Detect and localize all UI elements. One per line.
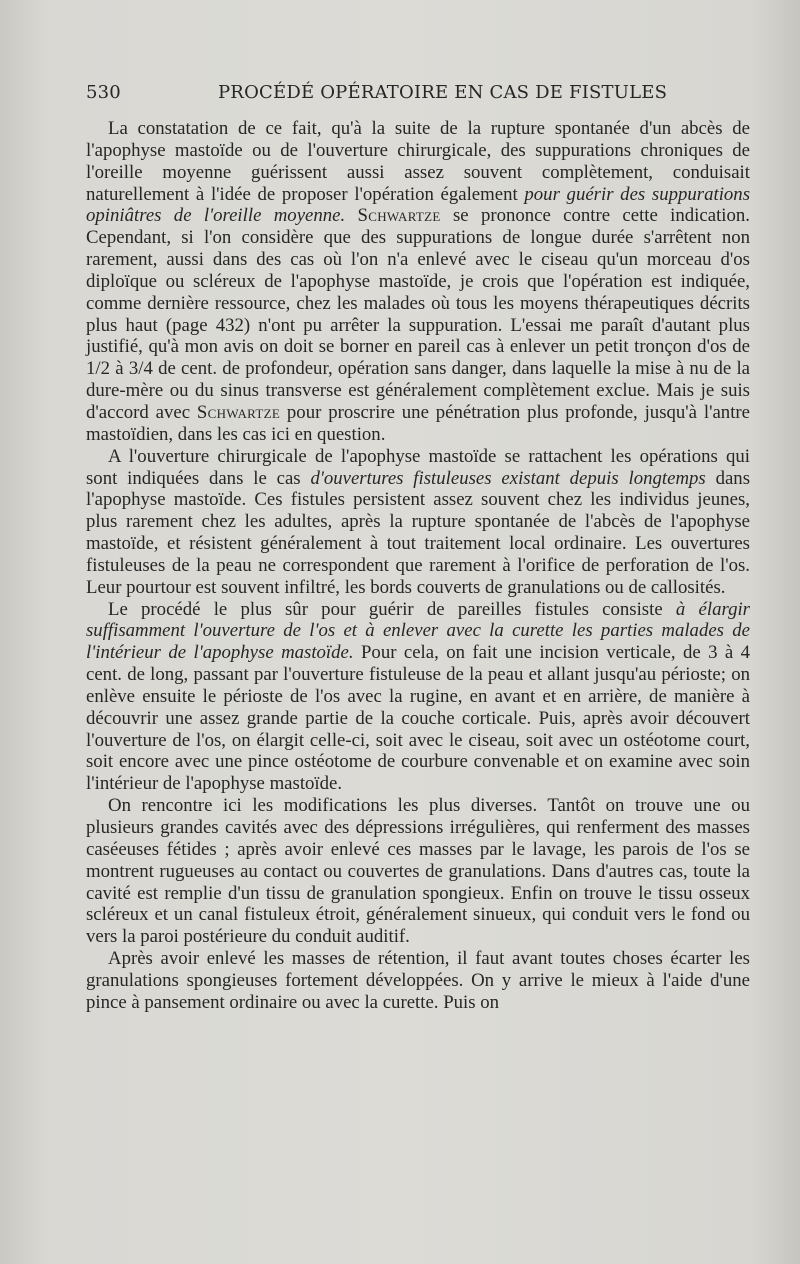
italic-run: d'ouvertures fistuleuses existant depuis longtemps bbox=[310, 467, 706, 489]
text-run bbox=[345, 205, 357, 226]
author-name: Schwartze bbox=[196, 401, 281, 423]
page-header bbox=[86, 82, 736, 106]
text-run: Le procédé le plus sûr pour guérir de pareilles fistules consiste bbox=[108, 598, 676, 620]
body-text bbox=[86, 118, 750, 1014]
paragraph bbox=[86, 795, 750, 948]
paragraph bbox=[86, 948, 750, 1014]
text-run: Après avoir enlevé les masses de rétention, il faut avant toutes choses écarter les granulations spongieuses fortement développées. On y arrive le mieux à l'aide d'une pince à pansement ordinaire ou avec la curette. Puis on bbox=[86, 948, 750, 1013]
paragraph bbox=[86, 118, 750, 446]
text-run: A l'ouverture chirurgicale de l'apophyse mastoïde se rattachent les opérations qui sont indiquées dans le cas bbox=[86, 445, 750, 489]
text-run: dans l'apophyse mastoïde. Ces fistules persistent assez souvent chez les individus jeunes, plus rarement chez les adultes, après la rupture spontanée de l'abcès de l'apophyse mastoïde, et résistent généralement à tout traitement local ordinaire. Les ouvertures fistuleuses de la peau ne correspondent que rarement à l'orifice de perforation de l'os. Leur pourtour est souvent infiltré, les bords couverts de granulations ou de callosités. bbox=[86, 467, 750, 598]
paragraph bbox=[86, 599, 750, 796]
text-run: On rencontre ici les modifications les plus diverses. Tantôt on trouve une ou plusieurs grandes cavités avec des dépressions irrégulières, qui renferment des masses caséeuses fétides ; après avoir enlevé ces masses par le lavage, les parois de l'os se montrent rugueuses au contact ou couvertes de granulations. Dans d'autres cas, toute la cavité est remplie d'un tissu de granulation spongieux. Enfin on trouve le tissu osseux scléreux et un canal fistuleux étroit, généralement sinueux, qui conduit vers le fond ou vers la paroi postérieure du conduit auditif. bbox=[86, 795, 750, 948]
text-run: pour proscrire une pénétration plus profonde, jusqu'à l'antre mastoïdien, dans les cas ici en question. bbox=[86, 401, 750, 445]
author-name: Schwartze bbox=[357, 205, 441, 227]
paragraph bbox=[86, 446, 750, 599]
text-run: La constatation de ce fait, qu'à la suite de la rupture spontanée d'un abcès de l'apophyse mastoïde ou de l'ouverture chirurgicale, des suppurations chroniques de l'oreille moyenne guérissent aussi assez souvent complètement, conduisait naturellement à l'idée de proposer l'opération également bbox=[86, 118, 750, 205]
text-run: se prononce contre cette indication. Cependant, si l'on considère que des suppurations de longue durée s'arrêtent non rarement, aussi dans des cas où l'on n'a enlevé avec le ciseau qu'un morceau d'os diploïque ou scléreux de l'apophyse mastoïde, je crois que l'opération est indiquée, comme dernière ressource, chez les malades où tous les moyens thérapeutiques décrits plus haut (page 432) n'ont pu arrêter la suppuration. L'essai me paraît d'autant plus justifié, qu'à mon avis on doit se borner en pareil cas à enlever un petit tronçon d'os de 1/2 à 3/4 de cent. de profondeur, opération sans danger, dans laquelle la mise à nu de la dure-mère ou du sinus transverse est généralement complètement exclue. Mais je suis d'accord avec bbox=[86, 205, 750, 423]
italic-run: à élargir suffisamment l'ouverture de l'os et à enlever avec la curette les parties malades de l'intérieur de l'apophyse mastoïde. bbox=[86, 598, 750, 664]
text-run: Pour cela, on fait une incision verticale, de 3 à 4 cent. de long, passant par l'ouverture fistuleuse de la peau et allant jusqu'au périoste; on enlève ensuite le périoste de l'os avec la rugine, en avant et en arrière, de manière à découvrir une assez grande partie de la couche corticale. Puis, après avoir découvert l'ouverture de l'os, on élargit celle-ci, soit avec le ciseau, soit avec un ostéotome court, soit encore avec une pince ostéotome de courbure convenable et on examine avec soin l'intérieur de l'apophyse mastoïde. bbox=[86, 642, 750, 795]
italic-run: pour guérir des suppurations opiniâtres de l'oreille moyenne. bbox=[86, 183, 751, 227]
page-number: 530 bbox=[86, 82, 121, 103]
running-head: PROCÉDÉ OPÉRATOIRE EN CAS DE FISTULES bbox=[218, 82, 668, 103]
